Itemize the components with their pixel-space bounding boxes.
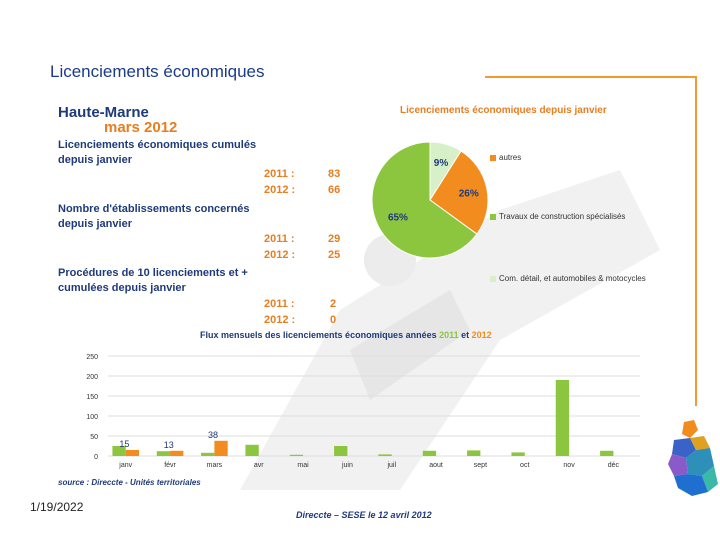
year-label: 2012 : (264, 314, 296, 326)
pie-legend-item (490, 212, 625, 221)
year-label: 2012 : (264, 249, 296, 261)
year-label: 2011 : (264, 233, 295, 245)
bar-2011 (245, 445, 258, 456)
legend-label: Com. détail, et automobiles & motocycles (499, 274, 646, 283)
x-tick-label: janv (119, 462, 133, 469)
legend-swatch (490, 155, 496, 161)
bar-2011 (201, 453, 214, 456)
x-tick-label: déc (607, 462, 620, 469)
bar-2011 (600, 451, 613, 456)
y-tick-label: 100 (86, 414, 98, 421)
year-value: 2 (330, 298, 337, 310)
year-value: 0 (330, 314, 337, 326)
x-tick-label: aout (429, 462, 443, 469)
section-title-line: depuis janvier (58, 154, 132, 166)
year-value: 83 (328, 168, 341, 180)
section-title-line: Procédures de 10 licenciements et + (58, 267, 248, 279)
bar-2011 (556, 380, 569, 456)
bar-title-part: et (458, 330, 472, 340)
section-title-line: depuis janvier (58, 218, 132, 230)
legend-swatch (490, 214, 496, 220)
bar-2011 (511, 452, 524, 456)
slide-date: 1/19/2022 (30, 500, 84, 514)
x-tick-label: oct (520, 462, 530, 469)
slide-title: Licenciements économiques (50, 62, 265, 81)
section-title-procedures (58, 266, 248, 296)
bar-2011 (157, 451, 170, 456)
bar-data-label: 15 (119, 439, 130, 449)
bar-2011 (467, 450, 480, 456)
bar-title-year-2012: 2012 (471, 330, 492, 340)
x-tick-label: juin (341, 462, 353, 469)
section-title-line: Licenciements économiques cumulés (58, 139, 257, 151)
bar-data-label: 38 (208, 429, 219, 440)
year-label: 2012 : (264, 184, 296, 196)
x-tick-label: nov (563, 462, 575, 469)
section-title-line: cumulées depuis janvier (58, 282, 186, 294)
pie-chart-title: Licenciements économiques depuis janvier (400, 105, 607, 116)
bar-2012 (214, 441, 227, 456)
chart-source: source : Direccte - Unités territoriales (58, 478, 201, 487)
pie-slice-label: 26% (458, 188, 479, 200)
bar-data-label: 13 (163, 439, 174, 450)
bar-chart (70, 348, 650, 478)
x-tick-label: févr (164, 462, 176, 469)
y-tick-label: 150 (86, 394, 98, 401)
legend-swatch (490, 276, 496, 282)
year-value: 25 (328, 249, 341, 261)
bar-2011 (423, 451, 436, 456)
y-tick-label: 250 (86, 354, 98, 361)
x-tick-label: mars (206, 462, 223, 469)
x-tick-label: juil (387, 462, 397, 469)
section-title-line: Nombre d'établissements concernés (58, 203, 250, 215)
frame-line-right (695, 76, 697, 406)
year-label: 2011 : (264, 298, 295, 310)
pie-chart (370, 140, 490, 260)
frame-line-top (485, 76, 697, 78)
year-value: 29 (328, 233, 341, 245)
section-title-cumulative (58, 138, 256, 168)
slide-credit: Direccte – SESE le 12 avril 2012 (296, 510, 432, 520)
bar-2011 (378, 454, 391, 456)
year-label: 2011 : (264, 168, 295, 180)
legend-label: autres (499, 153, 522, 162)
pie-legend-item (490, 274, 646, 283)
year-value: 66 (328, 184, 341, 196)
region-map-icon (664, 418, 720, 498)
x-tick-label: avr (253, 462, 264, 469)
x-tick-label: sept (473, 462, 488, 469)
pie-slice-label: 9% (433, 158, 449, 170)
bar-2011 (334, 446, 347, 456)
x-tick-label: mai (297, 462, 309, 469)
section-title-establishments (58, 202, 250, 232)
pie-legend-item (490, 153, 521, 162)
bar-2012 (126, 450, 139, 456)
period-label: mars 2012 (104, 119, 178, 136)
y-tick-label: 0 (94, 454, 98, 461)
legend-label: Travaux de construction spécialisés (499, 212, 626, 221)
region-name: Haute-Marne (58, 104, 149, 121)
bar-chart-title (200, 330, 492, 340)
bar-title-year-2011: 2011 (439, 330, 459, 340)
bar-2011 (290, 455, 303, 456)
pie-slice-label: 65% (387, 212, 408, 224)
y-tick-label: 200 (86, 374, 98, 381)
bar-title-part: Flux mensuels des licenciements économiques années (200, 330, 440, 340)
y-tick-label: 50 (90, 434, 98, 441)
bar-2012 (170, 451, 183, 456)
